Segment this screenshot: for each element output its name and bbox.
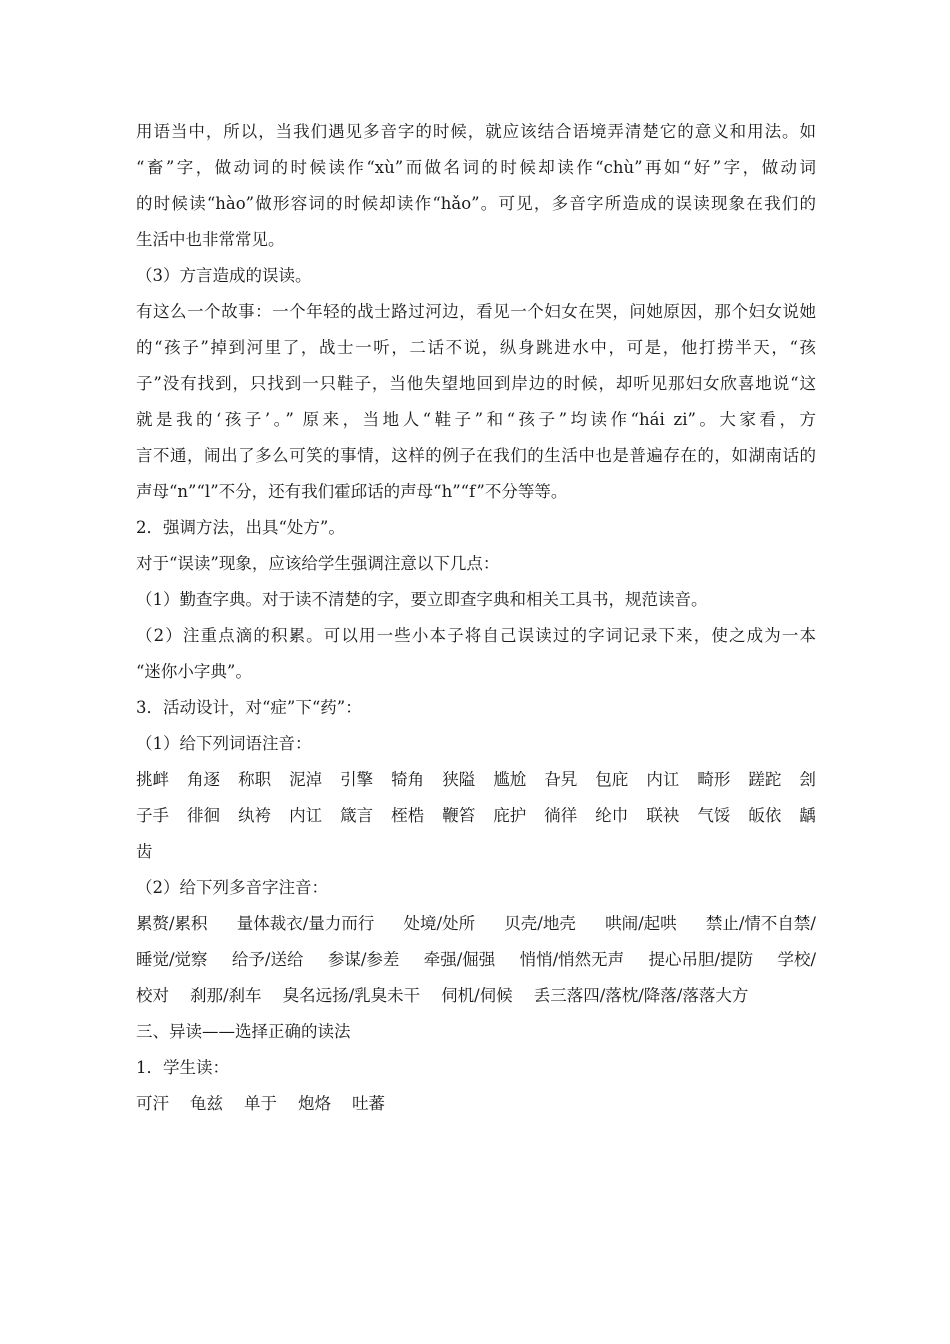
polyphone-item: 臭名远扬/乳臭未干 xyxy=(282,986,421,1005)
word-item: 纨袴 xyxy=(238,806,272,825)
word-item: 龋 xyxy=(799,806,816,825)
polyphone-item: 牵强/倔强 xyxy=(423,950,496,969)
polyphone-item: 给予/送给 xyxy=(231,950,304,969)
word-item: 纶巾 xyxy=(595,806,629,825)
polyphone-item: 丢三落四/落枕/降落/落落大方 xyxy=(533,986,749,1005)
paragraph-line: 有这么一个故事：一个年轻的战士路过河边，看见一个妇女在哭，问她原因，那个妇女说她 xyxy=(136,302,816,321)
paragraph-line: 对于“误读”现象，应该给学生强调注意以下几点： xyxy=(136,554,500,573)
word-item: 内讧 xyxy=(646,770,680,789)
section-heading: 三、异读——选择正确的读法 xyxy=(136,1022,351,1041)
polyphone-item: 累赘/累积 xyxy=(136,914,208,933)
list-item: “迷你小字典”。 xyxy=(136,662,252,681)
paragraph-line: 的“孩子”掉到河里了，战士一听，二话不说，纵身跳进水中，可是，他打捞半天，“孩 xyxy=(136,338,816,357)
polyphone-item: 提心吊胆/提防 xyxy=(648,950,754,969)
word-item: 包庇 xyxy=(595,770,629,789)
exercise-heading: （1）给下列词语注音： xyxy=(136,734,312,753)
word-item: 箴言 xyxy=(340,806,374,825)
word-item: 蹉跎 xyxy=(748,770,782,789)
polyphone-row xyxy=(136,942,816,978)
word-item: 单于 xyxy=(244,1094,277,1113)
step-heading: 1．学生读： xyxy=(136,1058,229,1077)
word-list-row xyxy=(136,798,816,834)
polyphone-row xyxy=(136,906,816,942)
polyphone-row xyxy=(136,978,816,1014)
word-item: 尴尬 xyxy=(493,770,527,789)
polyphone-item: 贝壳/地壳 xyxy=(504,914,576,933)
polyphone-item: 参谋/参差 xyxy=(327,950,400,969)
polyphone-item: 校对 xyxy=(136,986,169,1005)
word-item: 桎梏 xyxy=(391,806,425,825)
document-page xyxy=(136,114,816,1122)
word-item: 引擎 xyxy=(340,770,374,789)
paragraph-line: 就是我的‘孩子’。” 原来，当地人“鞋子”和“孩子”均读作“hái zi”。大家看，方 xyxy=(136,410,816,429)
word-item: 狭隘 xyxy=(442,770,476,789)
word-list-row xyxy=(136,834,816,870)
polyphone-item: 哄闹/起哄 xyxy=(605,914,677,933)
section-heading: 3．活动设计，对“症”下“药”： xyxy=(136,698,362,717)
word-item: 子手 xyxy=(136,806,169,825)
word-item: 旮旯 xyxy=(544,770,578,789)
word-item: 庇护 xyxy=(493,806,527,825)
word-item: 联袂 xyxy=(646,806,680,825)
word-item: 气馁 xyxy=(697,806,731,825)
word-item: 皈依 xyxy=(748,806,782,825)
word-item: 挑衅 xyxy=(136,770,169,789)
polyphone-item: 悄悄/悄然无声 xyxy=(519,950,625,969)
paragraph-line: “畜”字，做动词的时候读作“xù”而做名词的时候却读作“chù”再如“好”字，做动词 xyxy=(136,158,816,177)
word-item: 称职 xyxy=(238,770,272,789)
word-item: 齿 xyxy=(136,842,153,861)
paragraph-line: 生活中也非常常见。 xyxy=(136,230,285,249)
polyphone-item: 处境/处所 xyxy=(403,914,476,933)
polyphone-item: 禁止/情不自禁/ xyxy=(705,914,816,933)
polyphone-item: 量体裁衣/量力而行 xyxy=(236,914,375,933)
word-item: 龟兹 xyxy=(190,1094,223,1113)
paragraph-line: 子”没有找到，只找到一只鞋子，当他失望地回到岸边的时候，却听见那妇女欣喜地说“这 xyxy=(136,374,816,393)
word-item: 吐蕃 xyxy=(352,1094,385,1113)
word-item: 畸形 xyxy=(697,770,731,789)
exercise-heading: （2）给下列多音字注音： xyxy=(136,878,328,897)
polyphone-item: 刹那/刹车 xyxy=(190,986,262,1005)
word-item: 内讧 xyxy=(289,806,323,825)
word-item: 可汗 xyxy=(136,1094,169,1113)
word-list-row xyxy=(136,762,816,798)
word-list-row xyxy=(136,1086,816,1122)
paragraph-line: 声母“n”“l”不分，还有我们霍邱话的声母“h”“f”不分等等。 xyxy=(136,482,568,501)
word-item: 炮烙 xyxy=(298,1094,331,1113)
word-item: 徜徉 xyxy=(544,806,578,825)
word-item: 泥淖 xyxy=(289,770,323,789)
word-item: 犄角 xyxy=(391,770,425,789)
paragraph-line: 用语当中，所以，当我们遇见多音字的时候，就应该结合语境弄清楚它的意义和用法。如 xyxy=(136,122,816,141)
paragraph-line: 的时候读“hào”做形容词的时候却读作“hǎo”。可见，多音字所造成的误读现象在我们的 xyxy=(136,194,816,213)
list-item: （1）勤查字典。对于读不清楚的字，要立即查字典和相关工具书，规范读音。 xyxy=(136,590,708,609)
word-item: 鞭笞 xyxy=(442,806,476,825)
word-item: 徘徊 xyxy=(187,806,221,825)
word-item: 刽 xyxy=(799,770,816,789)
word-item: 角逐 xyxy=(187,770,221,789)
paragraph-line: 言不通，闹出了多么可笑的事情，这样的例子在我们的生活中也是普遍存在的，如湖南话的 xyxy=(136,446,816,465)
polyphone-item: 睡觉/觉察 xyxy=(136,950,208,969)
subheading: （3）方言造成的误读。 xyxy=(136,266,312,285)
list-item: （2）注重点滴的积累。可以用一些小本子将自己误读过的字词记录下来，使之成为一本 xyxy=(136,626,816,645)
polyphone-item: 伺机/伺候 xyxy=(441,986,513,1005)
polyphone-item: 学校/ xyxy=(777,950,816,969)
section-heading: 2．强调方法，出具“处方”。 xyxy=(136,518,345,537)
